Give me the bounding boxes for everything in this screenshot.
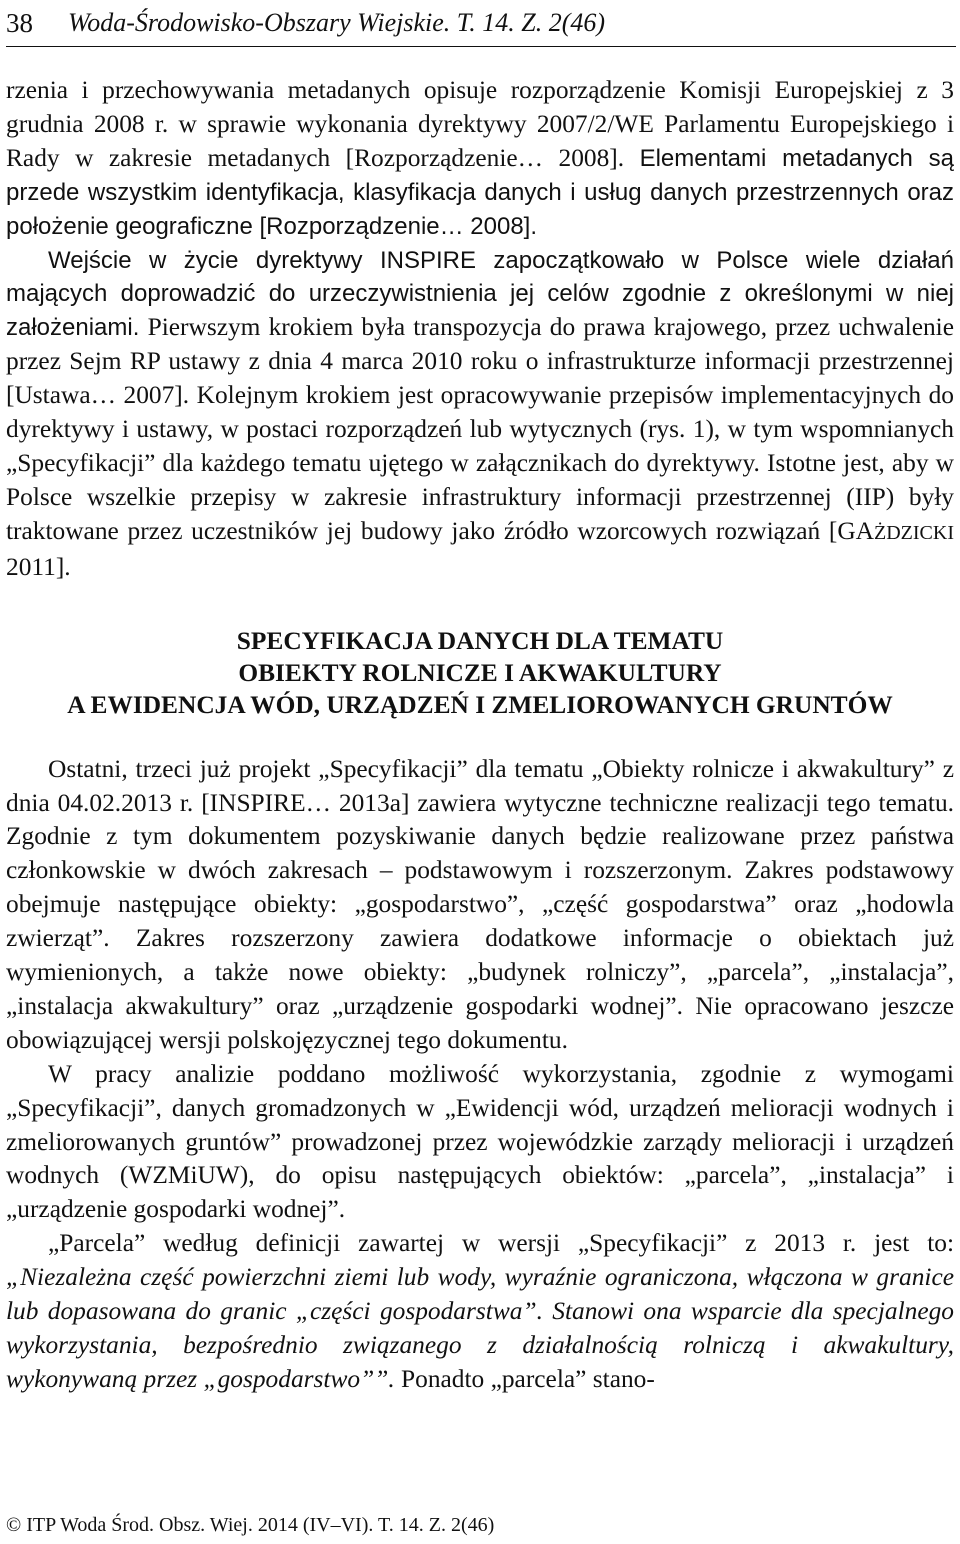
parcel-definition-intro: „Parcela” według definicji zawartej w wersji „Specyfikacji” z 2013 r. jest to: <box>48 1229 954 1258</box>
running-head: Woda-Środowisko-Obszary Wiejskie. T. 14. Z. 2(46) <box>68 8 606 37</box>
paragraph-metadata-sentence-2: Elementami metadanych są przede wszystkim identyfikacja, klasyfikacja danych i usług danych przestrzennych oraz położenie geograficzne [Rozporządzenie… 2008]. <box>6 144 954 240</box>
citation-year: 2011]. <box>6 552 71 581</box>
citation-author-caps: GA <box>837 516 875 545</box>
paragraph-inspire-sentence-3: Kolejnym krokiem jest opracowywanie przepisów implementacyjnych do dyrektywy i ustawy, w postaci rozporządzeń lub wytycznych (rys. 1), w tym wspomnianych „Specyfikacji” dla każdego tematu ujętego w załącznikach do dyrektywy. Istotne jest, aby w Polsce wszelkie przepisy w zakresie infrastruktury informacji przestrzennej (IIP) były traktowane przez uczestników jej budowy jako źródło wzorcowych rozwiązań [ <box>6 381 954 545</box>
parcel-definition-quote: „Niezależna część powierzchni ziemi lub wody, wyraźnie ograniczona, włączona w granice lub dopasowana do granic „części gospodarstwa”. Stanowi ona wsparcie dla specjalnego wykorzystania, bezpośrednio związanego z działalnością rolniczą i akwakultury, wykonywaną przez „gospodarstwo””. <box>6 1263 954 1393</box>
page-header <box>6 6 956 46</box>
section-heading-line-3: A EWIDENCJA WÓD, URZĄDZEŃ I ZMELIOROWANYCH GRUNTÓW <box>67 690 893 719</box>
page-footer-copyright: © ITP Woda Środ. Obsz. Wiej. 2014 (IV–VI). T. 14. Z. 2(46) <box>6 1514 495 1536</box>
section-heading-line-1: SPECYFIKACJA DANYCH DLA TEMATU <box>236 626 724 655</box>
parcel-definition-continuation: Ponadto „parcela” stano- <box>394 1364 655 1393</box>
citation-author-smallcaps: ŻDZICKI <box>874 521 954 544</box>
paragraph-metadata-sentence-1: rzenia i przechowywania metadanych opisuje rozporządzenie Komisji Europejskiej z 3 grudnia 2008 r. w sprawie wykonania dyrektywy 2007/2/WE Parlamentu Europejskiego i Rady w zakresie metadanych [Rozporządzenie… 2008]. <box>6 76 954 172</box>
section-heading <box>6 625 954 721</box>
paragraph-analysis: W pracy analizie poddano możliwość wykorzystania, zgodnie z wymogami „Specyfikacji”, danych gromadzonych w „Ewidencji wód, urządzeń melioracji wodnych i zmeliorowanych gruntów” prowadzonej przez wojewódzkie zarządy melioracji i urządzeń wodnych (WZMiUW), do opisu następujących obiektów: „parcela”, „instalacja” i „urządzenie gospodarki wodnej”. <box>6 1059 954 1224</box>
page-number: 38 <box>6 8 33 38</box>
article-body <box>6 74 954 1397</box>
section-heading-line-2: OBIEKTY ROLNICZE I AKWAKULTURY <box>238 658 722 687</box>
header-rule <box>6 46 956 47</box>
paragraph-specification: Ostatni, trzeci już projekt „Specyfikacji” dla tematu „Obiekty rolnicze i akwakultury” z dnia 04.02.2013 r. [INSPIRE… 2013a] zawiera wytyczne techniczne realizacji tego tematu. Zgodnie z tym dokumentem pozyskiwanie danych będzie realizowane przez państwa członkowskie w dwóch zakresach – podstawowym i rozszerzonym. Zakres podstawowy obejmuje następujące obiekty: „gospodarstwo”, „część gospodarstwa” oraz „hodowla zwierząt”. Zakres rozszerzony zawiera dodatkowe informacje o obiektach już wymienionych, a także nowe obiekty: „budynek rolniczy”, „parcela”, „instalacja”, „instalacja akwakultury” oraz „urządzenie gospodarki wodnej”. Nie opracowano jeszcze obowiązującej wersji polskojęzycznej tego dokumentu. <box>6 754 954 1054</box>
paragraph-inspire <box>6 244 954 585</box>
paragraph-parcel-definition <box>6 1227 954 1397</box>
paragraph-inspire-sentence-1: Wejście w życie dyrektywy INSPIRE zapoczątkowało w Polsce wiele działań mających doprowadzić do urzeczywistnienia jej celów zgodnie z określonymi w niej założeniami. <box>6 246 954 342</box>
paragraph-inspire-sentence-2: Pierwszym krokiem była transpozycja do prawa krajowego, przez uchwalenie przez Sejm RP ustawy z dnia 4 marca 2010 roku o infrastrukturze informacji przestrzennej [Ustawa… 2007]. <box>6 313 954 410</box>
paragraph-metadata <box>6 74 954 244</box>
